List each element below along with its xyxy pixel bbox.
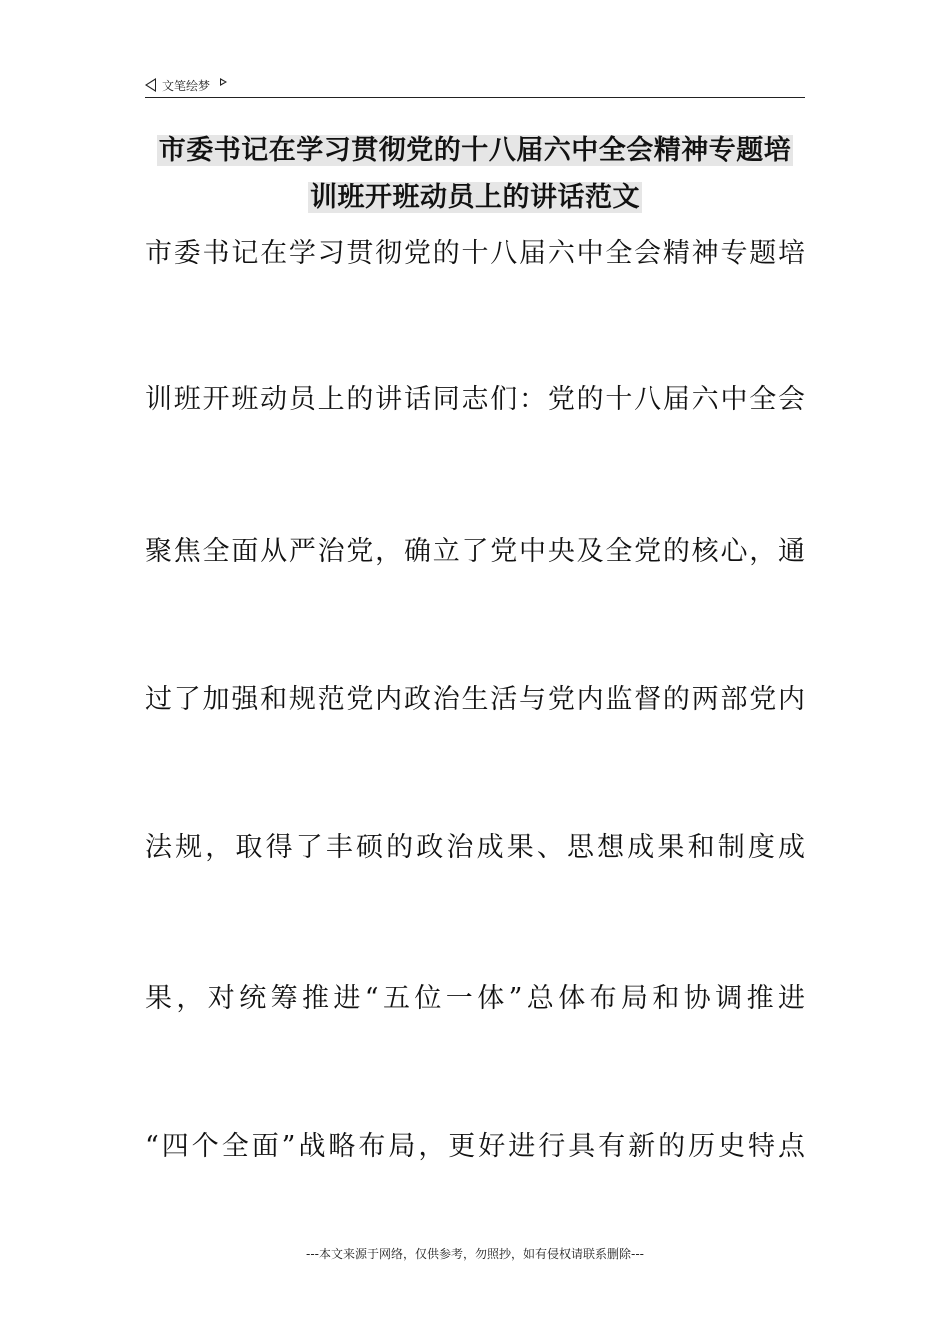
body-line: 过了加强和规范党内政治生活与党内监督的两部党内 — [145, 684, 805, 715]
body-line: 聚焦全面从严治党，确立了党中央及全党的核心，通 — [145, 536, 805, 567]
left-triangle-icon — [145, 78, 156, 92]
body-line: “四个全面”战略布局，更好进行具有新的历史特点 — [145, 1131, 805, 1162]
body-line: 法规，取得了丰硕的政治成果、思想成果和制度成 — [145, 832, 805, 863]
body-line: 市委书记在学习贯彻党的十八届六中全会精神专题培 — [145, 238, 805, 269]
body-line: 果，对统筹推进“五位一体”总体布局和协调推进 — [145, 983, 805, 1014]
title-text-1: 市委书记在学习贯彻党的十八届六中全会精神专题培 — [158, 135, 792, 166]
body-line: 训班开班动员上的讲话同志们：党的十八届六中全会 — [145, 384, 805, 415]
title-text-2: 训班开班动员上的讲话范文 — [310, 182, 640, 213]
page-header — [145, 74, 227, 96]
right-triangle-icon — [220, 78, 227, 86]
document-title-line-2 — [145, 180, 805, 216]
header-divider — [145, 97, 805, 98]
footer-notice: ---本文来源于网络，仅供参考，勿照抄，如有侵权请联系删除--- — [306, 1247, 644, 1261]
document-title-line-1 — [145, 133, 805, 169]
header-brand: 文笔绘梦 — [162, 78, 211, 93]
